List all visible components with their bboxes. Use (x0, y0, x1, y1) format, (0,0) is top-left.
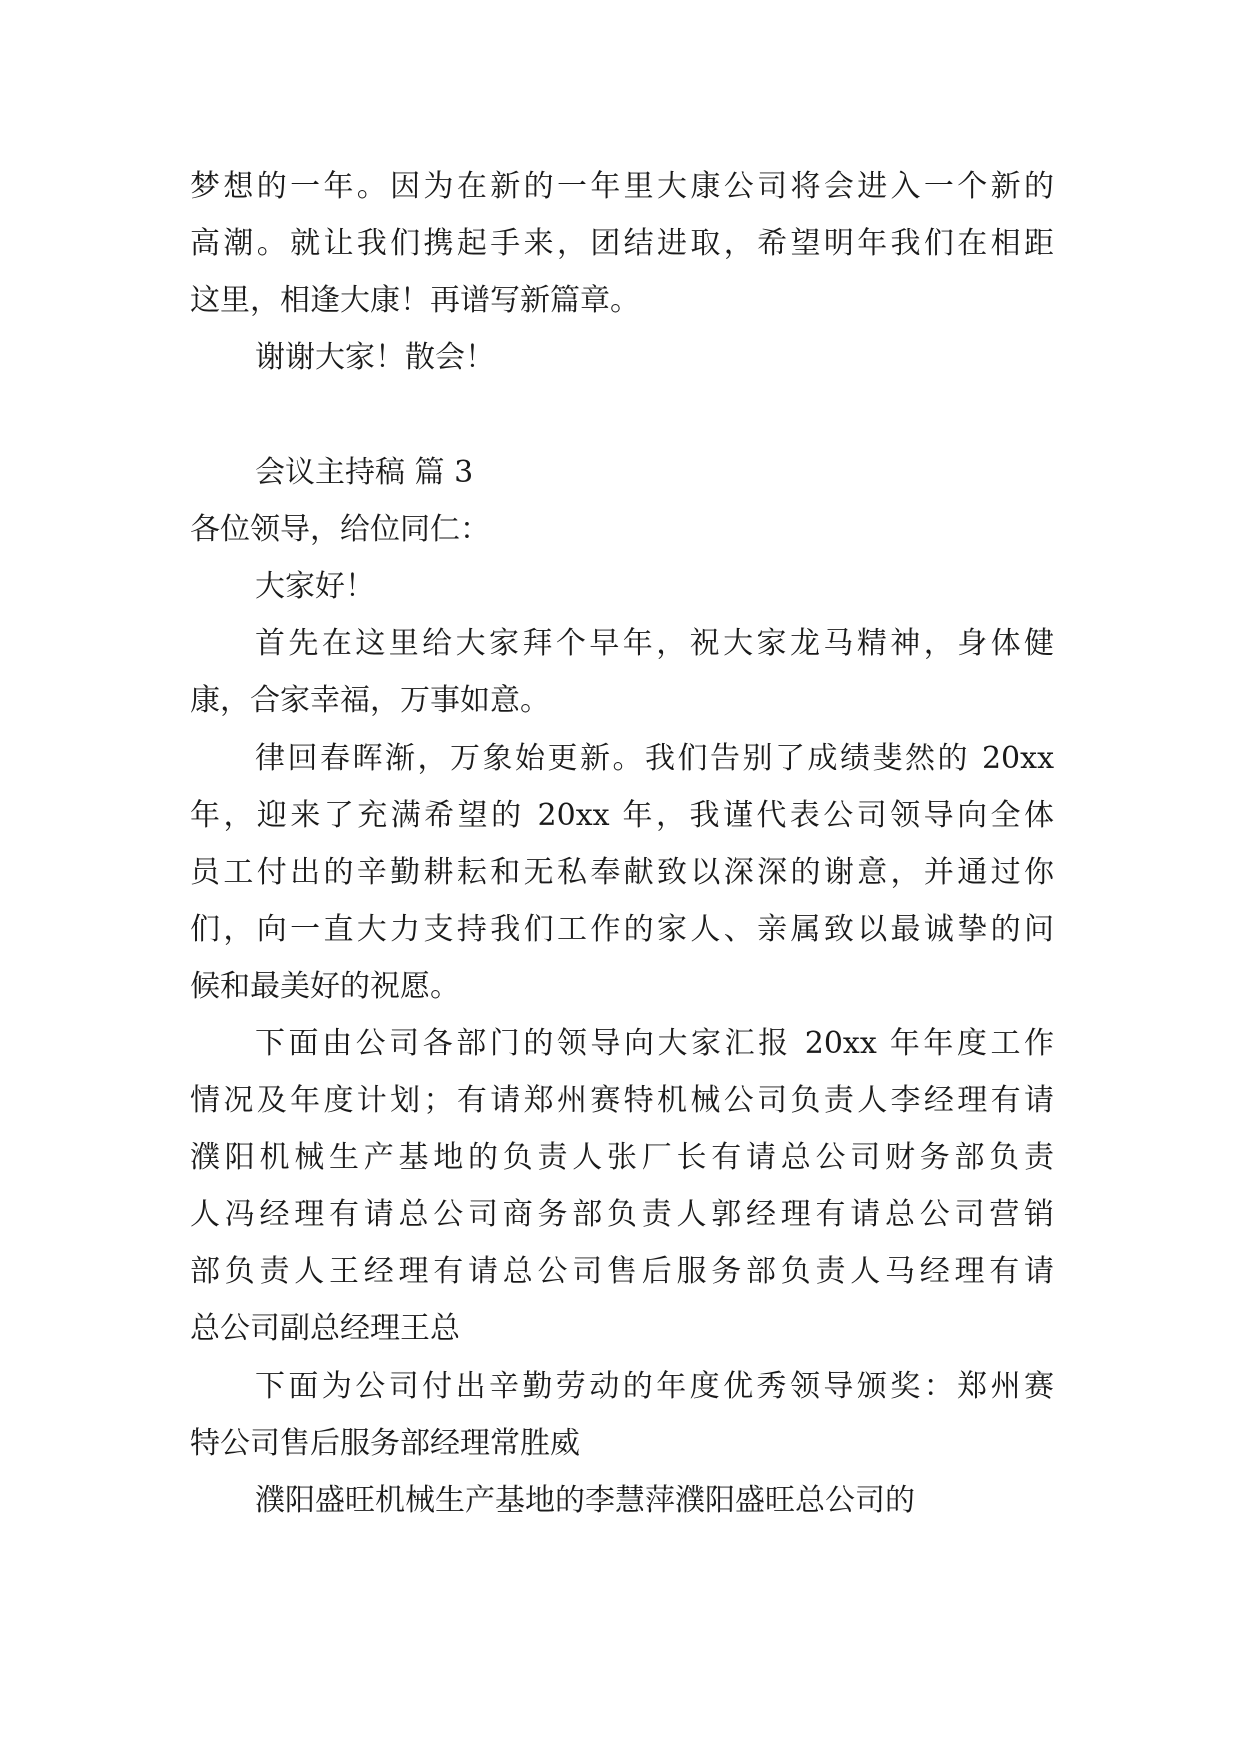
paragraph-line: 们，向一直大力支持我们工作的家人、亲属致以最诚挚的问 (190, 912, 1054, 947)
salutation: 各位领导，给位同仁： (190, 512, 490, 547)
section-heading: 会议主持稿 篇 3 (255, 455, 474, 490)
paragraph-line: 情况及年度计划；有请郑州赛特机械公司负责人李经理有请 (190, 1083, 1054, 1118)
paragraph-line: 律回春晖渐，万象始更新。我们告别了成绩斐然的 20xx (255, 741, 1054, 776)
paragraph-line: 总公司副总经理王总 (190, 1311, 460, 1346)
paragraph-line: 年，迎来了充满希望的 20xx 年，我谨代表公司领导向全体 (190, 798, 1054, 833)
paragraph-line: 濮阳机械生产基地的负责人张厂长有请总公司财务部负责 (190, 1140, 1054, 1175)
paragraph-line: 候和最美好的祝愿。 (190, 969, 460, 1004)
paragraph-line: 高潮。就让我们携起手来，团结进取，希望明年我们在相距 (190, 226, 1054, 261)
paragraph-line: 特公司售后服务部经理常胜威 (190, 1426, 580, 1461)
paragraph-line: 梦想的一年。因为在新的一年里大康公司将会进入一个新的 (190, 169, 1054, 204)
paragraph-line: 下面为公司付出辛勤劳动的年度优秀领导颁奖：郑州赛 (255, 1369, 1054, 1404)
paragraph-line: 这里，相逢大康！再谱写新篇章。 (190, 283, 640, 318)
paragraph-line: 员工付出的辛勤耕耘和无私奉献致以深深的谢意，并通过你 (190, 855, 1054, 890)
greeting: 大家好！ (255, 569, 375, 604)
paragraph-line: 下面由公司各部门的领导向大家汇报 20xx 年年度工作 (255, 1026, 1054, 1061)
paragraph-line: 部负责人王经理有请总公司售后服务部负责人马经理有请 (190, 1254, 1054, 1289)
paragraph-line: 首先在这里给大家拜个早年，祝大家龙马精神，身体健 (255, 626, 1054, 661)
paragraph-line: 濮阳盛旺机械生产基地的李慧萍濮阳盛旺总公司的 (255, 1483, 915, 1518)
closing-line: 谢谢大家！散会！ (255, 340, 495, 375)
paragraph-line: 人冯经理有请总公司商务部负责人郭经理有请总公司营销 (190, 1197, 1054, 1232)
paragraph-line: 康，合家幸福，万事如意。 (190, 683, 550, 718)
